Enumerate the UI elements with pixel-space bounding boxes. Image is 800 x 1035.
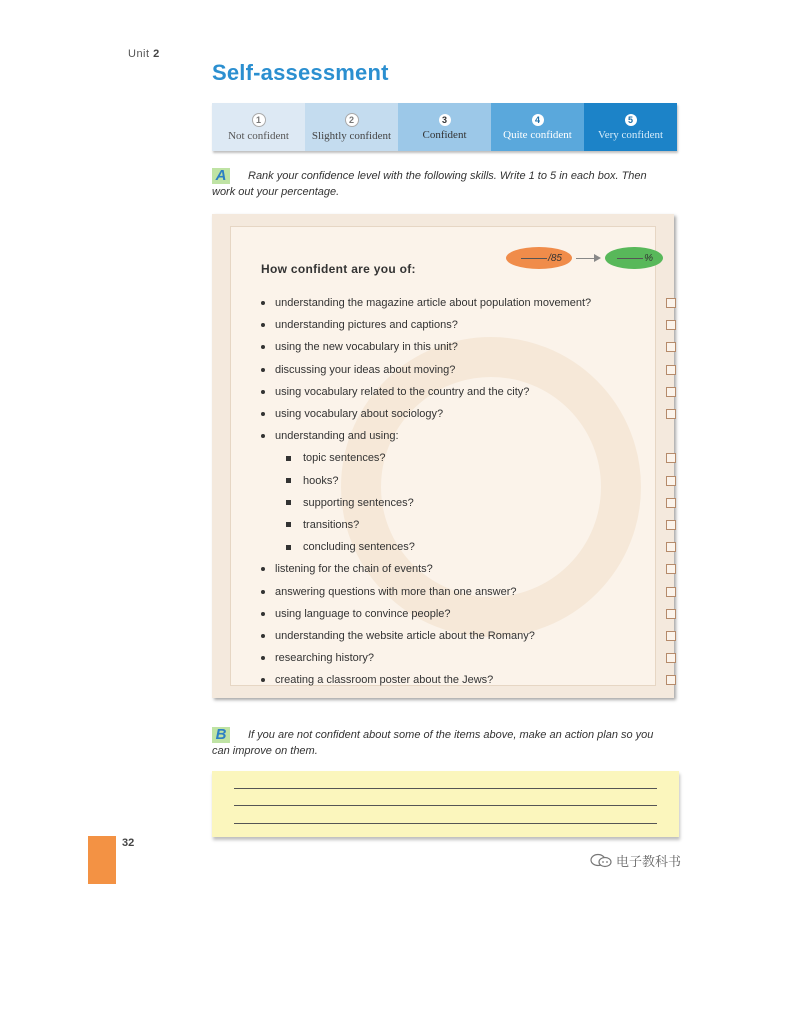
rating-box[interactable] <box>666 342 676 352</box>
scale-level-1 <box>212 103 305 151</box>
checklist-item-text: understanding the magazine article about population movement? <box>275 297 592 310</box>
checklist-card <box>212 214 674 698</box>
checklist-item <box>261 669 676 691</box>
section-a-letter: A <box>212 168 230 184</box>
checklist-item <box>261 403 676 425</box>
percentage-field[interactable] <box>605 247 663 269</box>
checklist-item <box>261 381 676 403</box>
checklist-item-text: creating a classroom poster about the Jews? <box>275 674 494 687</box>
score-row <box>506 247 663 269</box>
scale-label: Very confident <box>597 128 664 141</box>
section-b-instructions <box>212 727 672 759</box>
rating-box[interactable] <box>666 387 676 397</box>
rating-box[interactable] <box>666 520 676 530</box>
scale-level-4 <box>491 103 584 151</box>
page-edge-tab <box>88 836 116 884</box>
confidence-scale <box>212 103 677 151</box>
scale-level-2 <box>305 103 398 151</box>
checklist-item <box>261 292 676 314</box>
checklist-item-text: listening for the chain of events? <box>275 563 433 576</box>
watermark-text: 电子教科书 <box>616 854 682 869</box>
rating-box[interactable] <box>666 564 676 574</box>
checklist-item <box>261 314 676 336</box>
rating-box[interactable] <box>666 498 676 508</box>
checklist-item <box>261 603 676 625</box>
scale-number: 4 <box>532 114 544 126</box>
square-bullet-icon <box>286 545 291 550</box>
bullet-icon <box>261 678 265 682</box>
checklist-item-text: using language to convince people? <box>275 607 451 620</box>
bullet-icon <box>261 612 265 616</box>
writing-line <box>234 823 657 824</box>
scale-number: 2 <box>345 113 359 127</box>
rating-box[interactable] <box>666 476 676 486</box>
percent-label: % <box>644 252 653 264</box>
checklist-subitem <box>261 447 676 469</box>
score-total-field[interactable] <box>506 247 572 269</box>
bullet-icon <box>261 634 265 638</box>
scale-number: 1 <box>252 113 266 127</box>
bullet-icon <box>261 345 265 349</box>
checklist-item <box>261 359 676 381</box>
checklist-item-text: answering questions with more than one answer? <box>275 585 517 598</box>
checklist-item <box>261 580 676 602</box>
rating-box[interactable] <box>666 653 676 663</box>
checklist-item-text: understanding and using: <box>275 430 399 443</box>
score-blank <box>521 258 547 259</box>
checklist-item-text: hooks? <box>303 474 339 487</box>
bullet-icon <box>261 390 265 394</box>
scale-level-5 <box>584 103 677 151</box>
rating-box[interactable] <box>666 675 676 685</box>
score-total-label: /85 <box>548 252 562 264</box>
scale-number: 5 <box>625 114 637 126</box>
bullet-icon <box>261 368 265 372</box>
chat-bubble-icon <box>590 853 612 869</box>
section-a-instructions <box>212 168 672 200</box>
bullet-icon <box>261 412 265 416</box>
scale-level-3 <box>398 103 491 151</box>
page-title: Self-assessment <box>212 60 389 85</box>
section-a-text: Rank your confidence level with the following skills. Write 1 to 5 in each box. Then work out your percentage. <box>212 170 647 199</box>
checklist-item-text: using vocabulary about sociology? <box>275 408 444 421</box>
scale-label: Not confident <box>228 129 289 142</box>
bullet-icon <box>261 434 265 438</box>
rating-box[interactable] <box>666 542 676 552</box>
checklist-subitem <box>261 514 676 536</box>
checklist-item-text: supporting sentences? <box>303 496 414 509</box>
checklist-item <box>261 425 676 447</box>
rating-box[interactable] <box>666 409 676 419</box>
checklist-subitem <box>261 492 676 514</box>
watermark <box>590 851 681 870</box>
rating-box[interactable] <box>666 631 676 641</box>
square-bullet-icon <box>286 500 291 505</box>
checklist-panel <box>230 226 656 686</box>
scale-label: Confident <box>422 128 467 141</box>
scale-label: Slightly confident <box>311 129 392 142</box>
writing-line <box>234 805 657 806</box>
checklist-subitem <box>261 536 676 558</box>
rating-box[interactable] <box>666 587 676 597</box>
checklist-item <box>261 647 676 669</box>
square-bullet-icon <box>286 478 291 483</box>
rating-box[interactable] <box>666 320 676 330</box>
unit-number: 2 <box>153 48 160 60</box>
square-bullet-icon <box>286 456 291 461</box>
checklist-item-text: discussing your ideas about moving? <box>275 363 456 376</box>
checklist-items <box>261 292 676 691</box>
scale-label: Quite confident <box>503 128 572 141</box>
rating-box[interactable] <box>666 609 676 619</box>
checklist-subitem <box>261 470 676 492</box>
checklist-item-text: understanding the website article about the Romany? <box>275 629 535 642</box>
checklist-item <box>261 336 676 358</box>
unit-prefix: Unit <box>128 48 150 60</box>
bullet-icon <box>261 656 265 660</box>
bullet-icon <box>261 323 265 327</box>
unit-label <box>128 48 160 60</box>
section-b-text: If you are not confident about some of the items above, make an action plan so you can improve on them. <box>212 729 654 758</box>
rating-box[interactable] <box>666 453 676 463</box>
checklist-heading: How confident are you of: <box>261 262 416 276</box>
scale-number: 3 <box>439 114 451 126</box>
writing-line <box>234 788 657 789</box>
checklist-item-text: topic sentences? <box>303 452 386 465</box>
section-b-letter: B <box>212 727 230 743</box>
bullet-icon <box>261 301 265 305</box>
checklist-item-text: understanding pictures and captions? <box>275 319 458 332</box>
checklist-item <box>261 558 676 580</box>
percent-blank <box>617 258 643 259</box>
rating-box[interactable] <box>666 365 676 375</box>
arrow-right-icon <box>576 254 601 262</box>
square-bullet-icon <box>286 522 291 527</box>
bullet-icon <box>261 590 265 594</box>
action-plan-note[interactable] <box>212 771 679 837</box>
checklist-item-text: concluding sentences? <box>303 541 415 554</box>
checklist-item <box>261 625 676 647</box>
page-number: 32 <box>122 837 135 849</box>
rating-box[interactable] <box>666 298 676 308</box>
checklist-item-text: transitions? <box>303 518 360 531</box>
checklist-item-text: using vocabulary related to the country and the city? <box>275 385 530 398</box>
bullet-icon <box>261 567 265 571</box>
checklist-item-text: researching history? <box>275 652 375 665</box>
checklist-item-text: using the new vocabulary in this unit? <box>275 341 458 354</box>
